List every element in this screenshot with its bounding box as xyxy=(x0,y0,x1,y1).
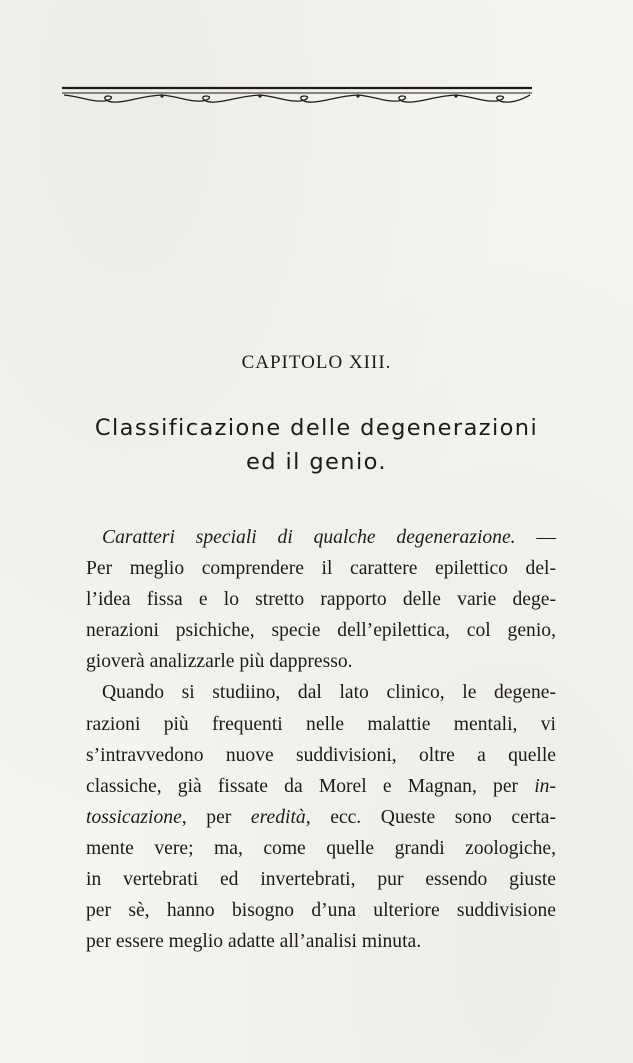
text-line: in vertebrati ed invertebrati, pur essendo giuste xyxy=(86,869,556,891)
chapter-title-line-1: Classificazione delle degenerazioni xyxy=(94,415,539,441)
text-line: Quando si studiino, dal lato clinico, le degene- xyxy=(102,682,556,704)
text-line xyxy=(86,802,556,833)
text-run: , per xyxy=(181,806,251,828)
text-run: , ecc. Queste sono certa- xyxy=(305,806,556,828)
italic-run: tossicazione xyxy=(86,806,182,828)
text-line: gioverà analizzarle più dappresso. xyxy=(86,651,353,673)
text-line: nerazioni psichiche, specie dell’epilettica, col genio, xyxy=(86,620,556,642)
italic-heading: Caratteri speciali di qualche degenerazione. xyxy=(102,527,516,548)
chapter-title xyxy=(0,411,633,479)
italic-run: in- xyxy=(534,775,556,797)
text-line: mente vere; ma, come quelle grandi zoologiche, xyxy=(86,837,556,859)
decorative-header-ornament-icon xyxy=(62,84,532,110)
italic-run: eredità xyxy=(250,806,306,828)
text-run: classiche, già fissate da Morel e Magnan, per xyxy=(86,775,535,797)
text-line: per essere meglio adatte all’analisi minuta. xyxy=(86,931,422,953)
text-line xyxy=(86,522,556,553)
body-text xyxy=(86,522,556,957)
text-line: razioni più frequenti nelle malattie mentali, vi xyxy=(86,713,556,735)
text-line: l’idea fissa e lo stretto rapporto delle varie dege- xyxy=(86,589,556,611)
text-line: per sè, hanno bisogno d’una ulteriore suddivisione xyxy=(86,900,556,922)
chapter-title-line-2: ed il genio. xyxy=(246,449,387,475)
text-run: — xyxy=(515,527,557,548)
text-line xyxy=(86,771,556,802)
chapter-heading: CAPITOLO XIII. xyxy=(241,352,392,373)
text-line: Per meglio comprendere il carattere epilettico del- xyxy=(86,558,556,580)
text-line: s’intravvedono nuove suddivisioni, oltre a quelle xyxy=(86,744,556,766)
